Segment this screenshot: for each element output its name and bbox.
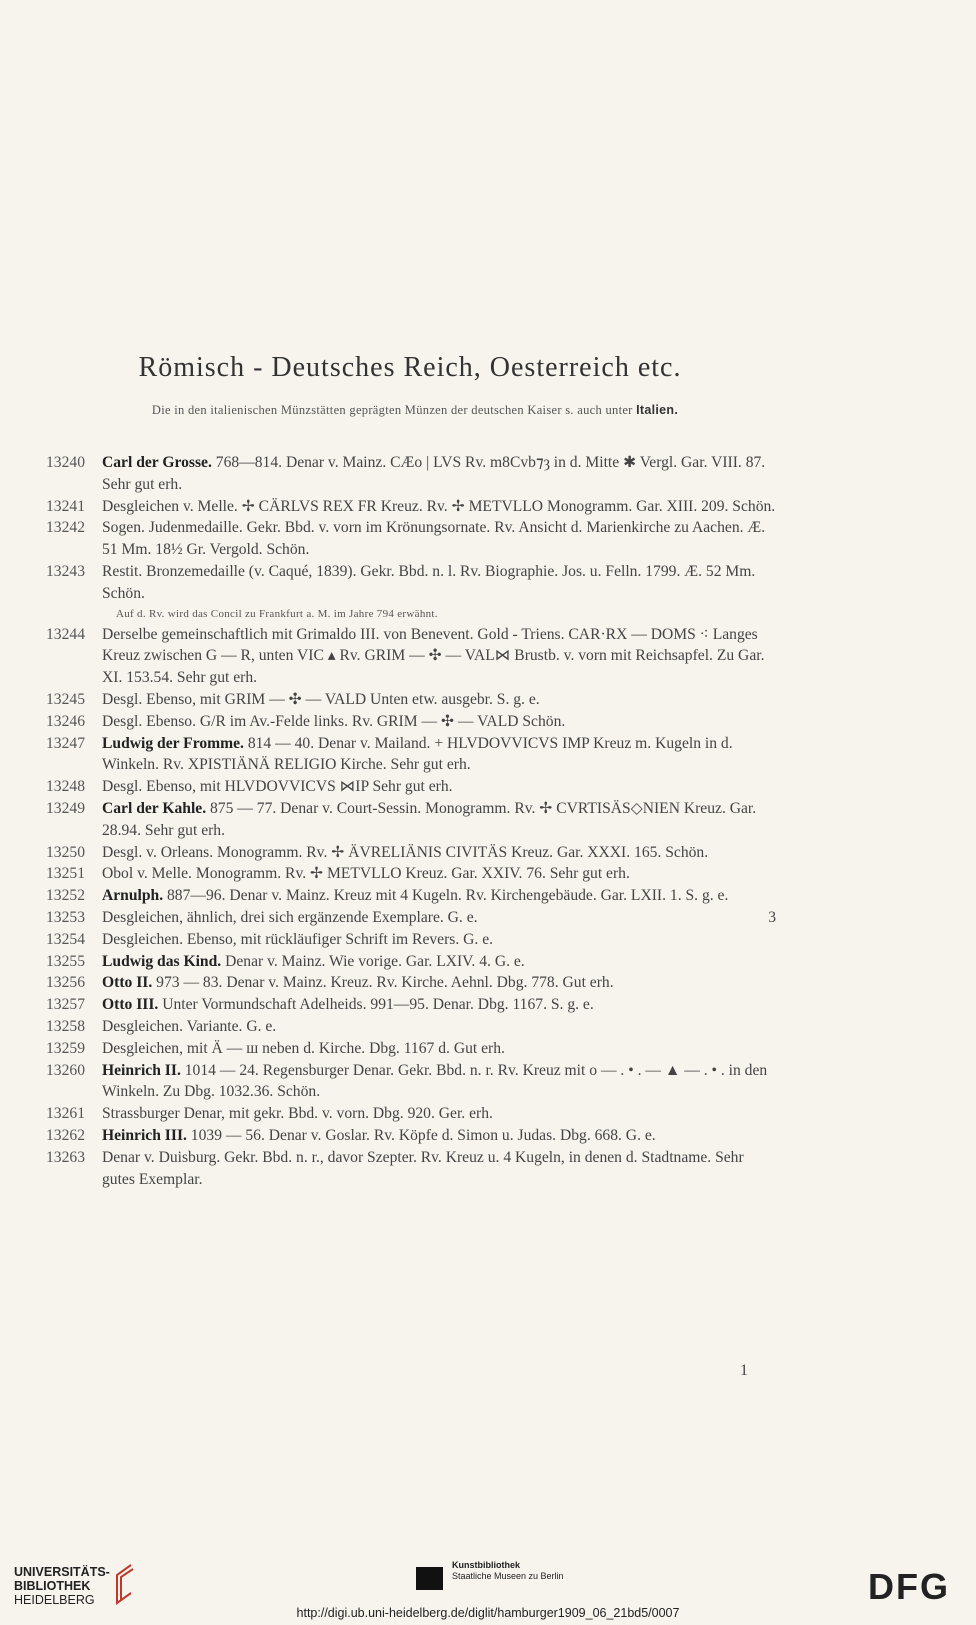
ruler-name: Carl der Grosse. xyxy=(102,454,212,471)
lot-number: 13257 xyxy=(46,996,85,1014)
lot-number: 13259 xyxy=(46,1039,85,1057)
library-logo-line: UNIVERSITÄTS- xyxy=(14,1565,110,1579)
library-logo-line: HEIDELBERG xyxy=(14,1593,95,1607)
entry-description: 875 — 77. Denar v. Court-Sessin. Monogramm. Rv. ✢ CVRTISÄS◇NIEN Kreuz. Gar. 28.94. Sehr gut erh. xyxy=(102,799,757,839)
lot-number: 13254 xyxy=(46,930,85,948)
entry-quantity: 3 xyxy=(768,908,776,926)
catalog-entry xyxy=(46,452,776,496)
entry-description: Desgl. Ebenso. G/R im Av.-Felde links. Rv. GRIM — ✣ — VALD Schön. xyxy=(102,712,566,730)
ruler-name: Otto III. xyxy=(102,996,159,1014)
catalog-entry xyxy=(46,885,776,907)
lot-number: 13242 xyxy=(46,519,85,537)
catalog-entry xyxy=(46,972,776,994)
entry-description: 973 — 83. Denar v. Mainz. Kreuz. Rv. Kirche. Aehnl. Dbg. 778. Gut erh. xyxy=(152,974,614,992)
catalog-entry xyxy=(46,517,776,561)
lot-number: 13244 xyxy=(46,625,85,643)
subtitle-link-italien: Italien. xyxy=(636,403,679,417)
ruler-name: Arnulph. xyxy=(102,887,164,905)
ruler-name: Heinrich III. xyxy=(102,1126,187,1144)
entry-description: 768—814. Denar v. Mainz. CÆo | LVS Rv. m8Cvb⁊ȝ in d. Mitte ✱ Vergl. Gar. VIII. 87. Sehr gut erh. xyxy=(102,454,766,493)
lot-number: 13260 xyxy=(46,1061,85,1079)
catalog-entry xyxy=(46,798,776,842)
lot-number: 13261 xyxy=(46,1105,85,1123)
entry-description: Desgleichen, mit Ä — ш neben d. Kirche. Dbg. 1167 d. Gut erh. xyxy=(102,1039,505,1057)
kunstbibliothek-logo-text xyxy=(452,1560,564,1582)
lot-number: 13258 xyxy=(46,1017,85,1035)
entry-description: Restit. Bronzemedaille (v. Caqué, 1839). Gekr. Bbd. n. l. Rv. Biographie. Jos. u. Felln. 1799. Æ. 52 Mm. Schön. xyxy=(102,562,756,602)
lot-number: 13249 xyxy=(46,799,85,817)
entry-description: Desgl. Ebenso, mit HLVDOVVICVS ⋈IP Sehr gut erh. xyxy=(102,778,453,796)
entry-description: Denar v. Duisburg. Gekr. Bbd. n. r., davor Szepter. Rv. Kreuz u. 4 Kugeln, in denen d. Stadtname. Sehr gutes Exemplar. xyxy=(102,1148,744,1188)
subtitle xyxy=(20,403,810,418)
entry-description: Obol v. Melle. Monogramm. Rv. ✢ METVLLO Kreuz. Gar. XXIV. 76. Sehr gut erh. xyxy=(102,865,630,883)
page-title: Römisch - Deutsches Reich, Oesterreich etc. xyxy=(138,352,682,383)
entry-description: Unter Vormundschaft Adelheids. 991—95. Denar. Dbg. 1167. S. g. e. xyxy=(158,996,594,1014)
university-library-logo-icon xyxy=(113,1563,135,1607)
entry-description: 887—96. Denar v. Mainz. Kreuz mit 4 Kugeln. Rv. Kirchengebäude. Gar. LXII. 1. S. g. e. xyxy=(163,887,729,905)
entry-description: 1014 — 24. Regensburger Denar. Gekr. Bbd. n. r. Rv. Kreuz mit o — . • . — ▲ — . • . in den Winkeln. Zu Dbg. 1032.36. Schön. xyxy=(102,1061,768,1101)
lot-number: 13241 xyxy=(46,497,85,515)
catalog-entry xyxy=(46,1147,776,1191)
lot-number: 13247 xyxy=(46,734,85,752)
ruler-name: Carl der Kahle. xyxy=(102,799,207,817)
entry-description: Desgl. v. Orleans. Monogramm. Rv. ✢ ÄVRELIÄNIS CIVITÄS Kreuz. Gar. XXXI. 165. Schön. xyxy=(102,843,709,861)
entry-footnote: Auf d. Rv. wird das Concil zu Frankfurt a. M. im Jahre 794 erwähnt. xyxy=(116,607,438,620)
lot-number: 13245 xyxy=(46,690,85,708)
library-logo-line: BIBLIOTHEK xyxy=(14,1579,91,1593)
catalog-entry xyxy=(46,496,776,518)
subtitle-text: Die in den italienischen Münzstätten geprägten Münzen der deutschen Kaiser s. auch unter xyxy=(151,403,633,417)
catalog-entry xyxy=(46,689,776,711)
permalink-url[interactable]: http://digi.ub.uni-heidelberg.de/diglit/hamburger1909_06_21bd5/0007 xyxy=(296,1606,680,1620)
ruler-name: Heinrich II. xyxy=(102,1061,181,1079)
lot-number: 13262 xyxy=(46,1126,85,1144)
catalog-entry xyxy=(46,1060,776,1104)
catalog-entry xyxy=(46,1016,776,1038)
lot-number: 13250 xyxy=(46,843,85,861)
kunstbibliothek-subtitle: Staatliche Museen zu Berlin xyxy=(452,1571,564,1581)
entry-description: Desgleichen. Variante. G. e. xyxy=(102,1017,277,1035)
lot-number: 13252 xyxy=(46,887,85,905)
kunstbibliothek-title: Kunstbibliothek xyxy=(452,1560,520,1570)
entry-description: Desgleichen v. Melle. ✢ CÄRLVS REX FR Kreuz. Rv. ✢ METVLLO Monogramm. Gar. XIII. 209. Schön. xyxy=(102,497,776,515)
catalog-entry xyxy=(46,907,776,929)
catalog-entry xyxy=(46,776,776,798)
entry-description: Desgl. Ebenso, mit GRIM — ✣ — VALD Unten etw. ausgebr. S. g. e. xyxy=(102,690,540,708)
lot-number: 13263 xyxy=(46,1148,85,1166)
ruler-name: Ludwig das Kind. xyxy=(102,952,222,970)
lot-number: 13255 xyxy=(46,952,85,970)
lot-number: 13240 xyxy=(46,454,85,471)
page-number: 1 xyxy=(740,1362,748,1379)
catalog-entry xyxy=(46,711,776,733)
lot-number: 13256 xyxy=(46,974,85,992)
university-library-logo-text xyxy=(14,1565,110,1607)
catalog-entry xyxy=(46,733,776,777)
catalog-entry xyxy=(46,929,776,951)
entry-description: 1039 — 56. Denar v. Goslar. Rv. Köpfe d. Simon u. Judas. Dbg. 668. G. e. xyxy=(186,1126,656,1144)
ruler-name: Ludwig der Fromme. xyxy=(102,734,244,752)
entry-description: Sogen. Judenmedaille. Gekr. Bbd. v. vorn im Krönungsornate. Rv. Ansicht d. Marienkirche zu Aachen. Æ. 51 Mm. 18½ Gr. Vergold. Schön. xyxy=(102,519,766,559)
entry-description: Denar v. Mainz. Wie vorige. Gar. LXIV. 4. G. e. xyxy=(221,952,525,970)
catalog-entry xyxy=(46,561,776,605)
lot-number: 13246 xyxy=(46,712,85,730)
entry-description: 814 — 40. Denar v. Mailand. + HLVDOVVICVS IMP Kreuz m. Kugeln in d. Winkeln. Rv. XPISTIÄNÄ RELIGIO Kirche. Sehr gut erh. xyxy=(102,734,733,774)
catalog-entry xyxy=(46,1125,776,1147)
catalog-entry xyxy=(46,951,776,973)
catalog-entry xyxy=(46,624,776,689)
entry-description: Desgleichen. Ebenso, mit rückläufiger Schrift im Revers. G. e. xyxy=(102,930,494,948)
entry-description: Strassburger Denar, mit gekr. Bbd. v. vorn. Dbg. 920. Ger. erh. xyxy=(102,1105,493,1123)
kunstbibliothek-logo-icon xyxy=(416,1567,443,1590)
dfg-logo: DFG xyxy=(868,1566,950,1607)
entry-description: Desgleichen, ähnlich, drei sich ergänzende Exemplare. G. e. xyxy=(102,908,478,926)
lot-number: 13253 xyxy=(46,908,85,926)
catalog-entry xyxy=(46,863,776,885)
lot-number: 13251 xyxy=(46,865,85,883)
lot-number: 13248 xyxy=(46,778,85,796)
catalog-entry xyxy=(46,1038,776,1060)
catalog-entry xyxy=(46,1103,776,1125)
lot-number: 13243 xyxy=(46,562,85,580)
ruler-name: Otto II. xyxy=(102,974,153,992)
catalog-entry xyxy=(46,842,776,864)
catalog-entry xyxy=(46,994,776,1016)
entry-description: Derselbe gemeinschaftlich mit Grimaldo III. von Benevent. Gold - Triens. CAR·RX — DOMS ⁖ Langes Kreuz zwischen G — R, unten VIC ▴ Rv. GRIM — ✣ — VAL⋈ Brustb. v. vorn mit Reichsapfel. Zu Gar. XI. 153.54. Sehr gut erh. xyxy=(102,625,765,687)
entries-list xyxy=(46,452,776,1190)
